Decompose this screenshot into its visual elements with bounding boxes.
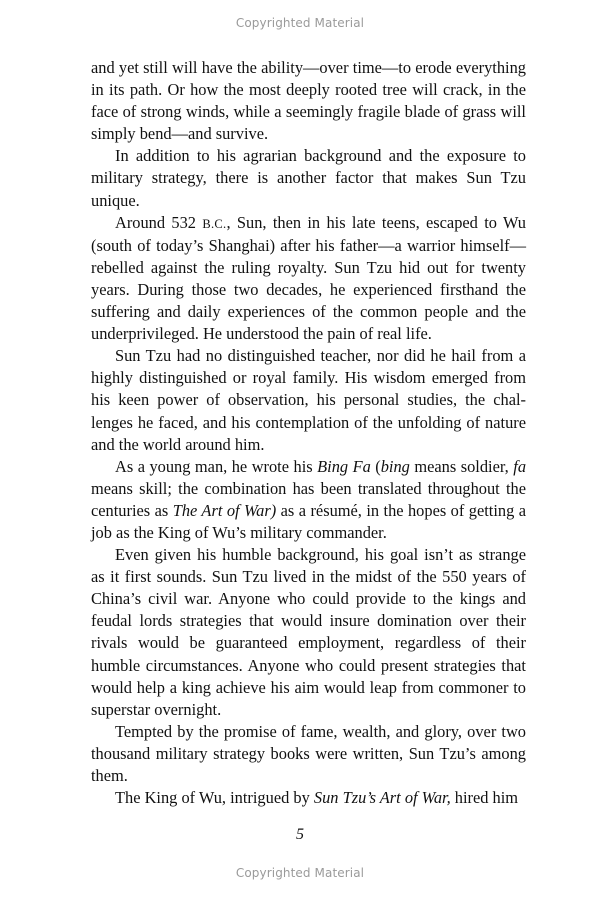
copyright-watermark-top: Copyrighted Material [235, 16, 365, 30]
italic-text: fa [513, 456, 527, 476]
text-run: Tempted by the promise of fame, wealth, and glory, over two thousand military strategy books were written, Sun Tzu’s among them. [91, 721, 526, 785]
text-run: means soldier, [409, 456, 514, 476]
paragraph [91, 544, 526, 721]
paragraph [91, 212, 526, 346]
text-run: As a young man, he wrote his [115, 456, 318, 476]
text-run: Sun Tzu had no distinguished teacher, nor did he hail from a highly distinguished or royal family. His wisdom emerged from his keen power of observation, his personal studies, the challenges he faced, and his contemplation of the unfolding of nature and the world around him. [91, 346, 526, 454]
text-run: The King of Wu, intrigued by [115, 788, 314, 808]
text-run: Even given his humble background, his goal isn’t as strange as it first sounds. Sun Tzu lived in the midst of the 550 years of China’s civil war. Anyone who could provide to the kings and feudal lords strategies that would insure domination over their rivals would be guaranteed employment, regardless of their humble circumstances. Anyone who could present strategies that would help a king achieve his aim would leap from commoner to superstar overnight. [91, 545, 526, 719]
text-run: hired him [450, 788, 519, 808]
paragraph [91, 145, 526, 211]
text-run: as a résumé, in the hopes of getting a job as the King of Wu’s military commander. [91, 500, 526, 542]
small-caps-text: B.C. [202, 216, 227, 231]
italic-text: The Art of War) [172, 500, 277, 520]
copyright-watermark-bottom: Copyrighted Material [235, 866, 365, 880]
paragraph [91, 456, 526, 544]
italic-text: Bing Fa [317, 456, 371, 476]
text-run: means skill; the combination has been translated throughout the centuries as [91, 478, 526, 520]
text-run: Around 532 [115, 212, 203, 232]
text-run: , Sun, then in his late teens, escaped to Wu (south of today’s Shanghai) after his father—a warrior himself—rebelled against the ruling royalty. Sun Tzu hid out for twenty years. During those two decades, he experienced firsthand the suffering and daily experiences of the common people and the underprivileged. He understood the pain of real life. [91, 212, 526, 344]
text-run: ( [370, 456, 381, 476]
text-run: and yet still will have the ability—over time—to erode everything in its path. Or how the most deeply rooted tree will crack, in the face of strong winds, while a seemingly fragile blade of grass will simply bend—and survive. [91, 58, 526, 144]
paragraph [91, 57, 526, 145]
page-body [91, 57, 526, 809]
italic-text: bing [380, 456, 410, 476]
italic-text: Sun Tzu’s Art of War, [313, 788, 451, 808]
page-number: 5 [296, 826, 304, 843]
paragraph [91, 787, 526, 809]
paragraph [91, 721, 526, 787]
text-run: In addition to his agrarian background and the exposure to military strategy, there is another factor that makes Sun Tzu unique. [91, 146, 526, 210]
paragraph [91, 345, 526, 455]
